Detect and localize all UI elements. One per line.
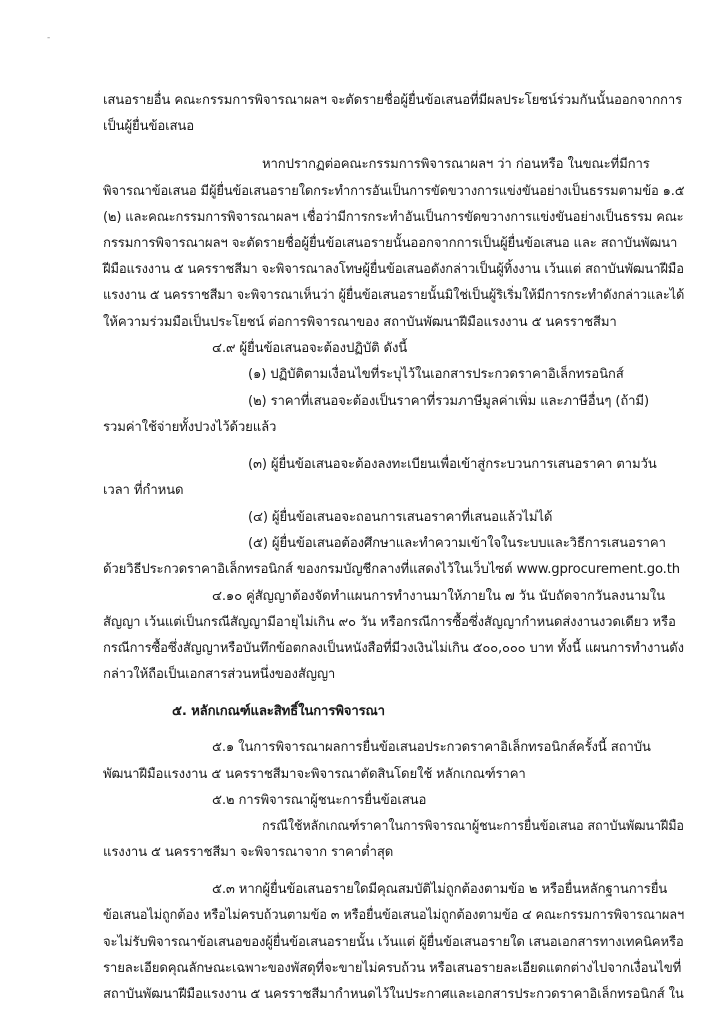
text-line: ให้ความร่วมมือเป็นประโยชน์ ต่อการพิจารณาของ สถาบันพัฒนาฝีมือแรงงาน ๕ นครราชสีมา <box>103 315 617 330</box>
text-line: สัญญา เว้นแต่เป็นกรณีสัญญามีอายุไม่เกิน ๙๐ วัน หรือกรณีการซื้อซึ่งสัญญากำหนดส่งงานงวดเดียว หรือ <box>103 615 676 630</box>
list-item: (๒) ราคาที่เสนอจะต้องเป็นราคาที่รวมภาษีมูลค่าเพิ่ม และภาษีอื่นๆ (ถ้ามี) <box>248 394 649 409</box>
text-line: สถาบันพัฒนาฝีมือแรงงาน ๕ นครราชสีมากำหนดไว้ในประกาศและเอกสารประกวดราคาอิเล็กทรอนิกส์ ใน <box>103 987 684 1002</box>
text-line: ข้อเสนอไม่ถูกต้อง หรือไม่ครบถ้วนตามข้อ ๓ หรือยื่นข้อเสนอไม่ถูกต้องตามข้อ ๔ คณะกรรมการพิจารณาผลฯ <box>103 908 685 923</box>
text-line: จะไม่รับพิจารณาข้อเสนอของผู้ยื่นข้อเสนอรายนั้น เว้นแต่ ผู้ยื่นข้อเสนอรายใด เสนอเอกสารทางเทคนิคหรือ <box>103 935 684 950</box>
list-item: (๑) ปฏิบัติตามเงื่อนไขที่ระบุไว้ในเอกสารประกวดราคาอิเล็กทรอนิกส์ <box>248 367 624 382</box>
text-line: (๒) และคณะกรรมการพิจารณาผลฯ เชื่อว่ามีการกระทำอันเป็นการขัดขวางการแข่งขันอย่างเป็นธรรม คณะ <box>103 210 684 225</box>
corner-mark: - <box>47 33 51 43</box>
text-line: กรรมการพิจารณาผลฯ จะตัดรายชื่อผู้ยื่นข้อเสนอรายนั้นออกจากการเป็นผู้ยื่นข้อเสนอ และ สถาบันพัฒนา <box>103 236 678 251</box>
text-line: กรณีใช้หลักเกณฑ์ราคาในการพิจารณาผู้ชนะการยื่นข้อเสนอ สถาบันพัฒนาฝีมือ <box>262 819 684 834</box>
text-line: เวลา ที่กำหนด <box>103 483 184 498</box>
text-line: พัฒนาฝีมือแรงงาน ๕ นครราชสีมาจะพิจารณาตัดสินโดยใช้ หลักเกณฑ์ราคา <box>103 767 526 782</box>
text-line: รายละเอียดคุณลักษณะเฉพาะของพัสดุที่จะขายไม่ครบถ้วน หรือเสนอรายละเอียดแตกต่างไปจากเงื่อนไขที่ <box>103 961 682 976</box>
list-item: (๓) ผู้ยื่นข้อเสนอจะต้องลงทะเบียนเพื่อเข้าสู่กระบวนการเสนอราคา ตามวัน <box>248 457 657 472</box>
text-line: เป็นผู้ยื่นข้อเสนอ <box>103 119 194 134</box>
text-line: พิจารณาข้อเสนอ มีผู้ยื่นข้อเสนอรายใดกระทำการอันเป็นการขัดขวางการแข่งขันอย่างเป็นธรรมตามข้อ ๑.๕ <box>103 184 685 199</box>
text-line: กล่าวให้ถือเป็นเอกสารส่วนหนึ่งของสัญญา <box>103 667 336 682</box>
text-line: ด้วยวิธีประกวดราคาอิเล็กทรอนิกส์ ของกรมบัญชีกลางที่แสดงไว้ในเว็บไซต์ www.gprocurement.go.th <box>103 562 680 577</box>
section-title: ๕. หลักเกณฑ์และสิทธิ์ในการพิจารณา <box>172 704 385 719</box>
list-item: (๔) ผู้ยื่นข้อเสนอจะถอนการเสนอราคาที่เสนอแล้วไม่ได้ <box>248 510 553 525</box>
section-heading: ๕.๒ การพิจารณาผู้ชนะการยื่นข้อเสนอ <box>212 793 427 808</box>
text-line: รวมค่าใช้จ่ายทั้งปวงไว้ด้วยแล้ว <box>103 420 277 435</box>
section-heading: ๔.๑๐ คู่สัญญาต้องจัดทำแผนการทำงานมาให้ภายใน ๗ วัน นับถัดจากวันลงนามใน <box>212 589 665 604</box>
list-item: (๕) ผู้ยื่นข้อเสนอต้องศึกษาและทำความเข้าใจในระบบและวิธีการเสนอราคา <box>248 536 666 551</box>
section-heading: ๕.๑ ในการพิจารณาผลการยื่นข้อเสนอประกวดราคาอิเล็กทรอนิกส์ครั้งนี้ สถาบัน <box>212 740 651 755</box>
text-line: เสนอรายอื่น คณะกรรมการพิจารณาผลฯ จะตัดรายชื่อผู้ยื่นข้อเสนอที่มีผลประโยชน์ร่วมกันนั้นออกจากการ <box>103 93 683 108</box>
text-line: ฝีมือแรงงาน ๕ นครราชสีมา จะพิจารณาลงโทษผู้ยื่นข้อเสนอดังกล่าวเป็นผู้ทิ้งงาน เว้นแต่ สถาบันพัฒนาฝีมือ <box>103 262 684 277</box>
text-line: หากปรากฏต่อคณะกรรมการพิจารณาผลฯ ว่า ก่อนหรือ ในขณะที่มีการ <box>262 157 650 172</box>
text-line: กรณีการซื้อซึ่งสัญญาหรือบันทึกข้อตกลงเป็นหนังสือที่มีวงเงินไม่เกิน ๕๐๐,๐๐๐ บาท ทั้งนี้ แผนการทำงานดัง <box>103 641 684 656</box>
section-heading: ๔.๙ ผู้ยื่นข้อเสนอจะต้องปฏิบัติ ดังนี้ <box>212 341 408 356</box>
section-heading: ๕.๓ หากผู้ยื่นข้อเสนอรายใดมีคุณสมบัติไม่ถูกต้องตามข้อ ๒ หรือยื่นหลักฐานการยื่น <box>212 882 668 897</box>
text-line: แรงงาน ๕ นครราชสีมา จะพิจารณาจาก ราคาต่ำสุด <box>103 845 394 860</box>
text-line: แรงงาน ๕ นครราชสีมา จะพิจารณาเห็นว่า ผู้ยื่นข้อเสนอรายนั้นมิใช่เป็นผู้ริเริ่มให้มีการกระทำดังกล่าวและได้ <box>103 288 685 303</box>
